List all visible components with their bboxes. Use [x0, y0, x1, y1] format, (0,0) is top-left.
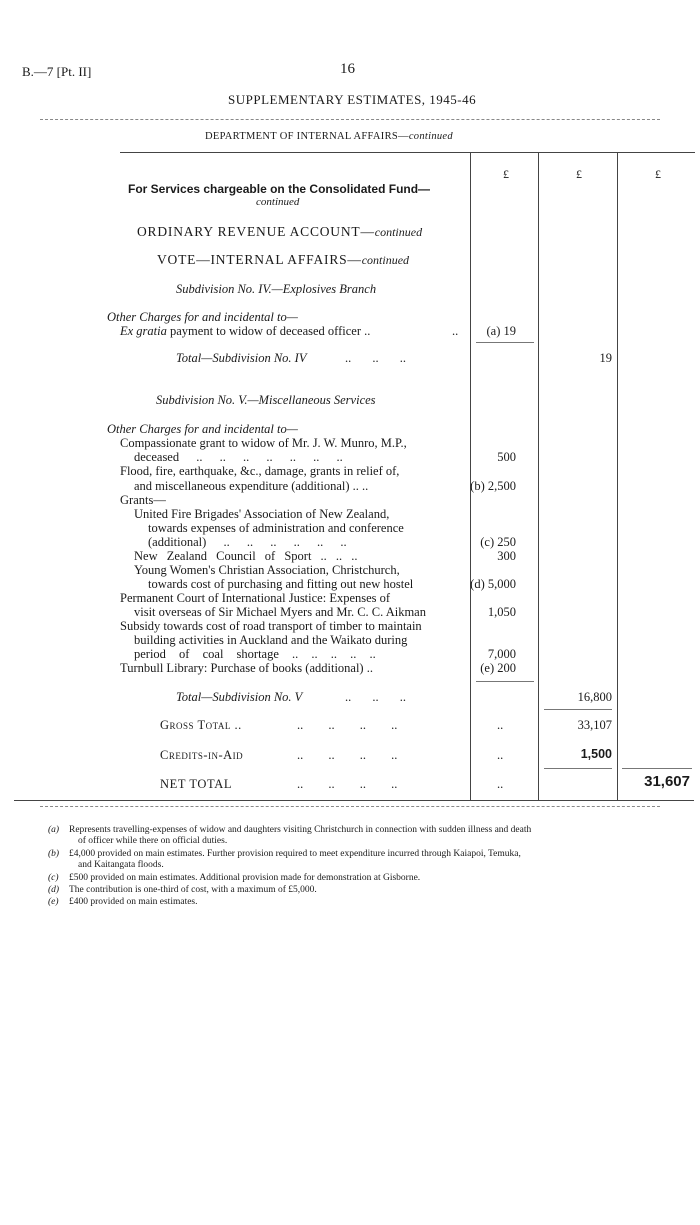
gross-total-rule: [544, 709, 612, 710]
column-header-pounds-2: £: [576, 167, 582, 181]
consolidated-fund-continued: continued: [256, 196, 300, 208]
amount-flood-fire: (b) 2,500: [470, 479, 516, 493]
subdivision-4-total-label: Total—Subdivision No. IV: [176, 351, 307, 365]
subdivision-4-item-amount: (a) 19: [486, 324, 516, 338]
consolidated-fund-heading: For Services chargeable on the Consolidated Fund—: [128, 182, 431, 196]
line-grants: Grants—: [120, 493, 166, 507]
net-total-dots: .. .. .. ..: [297, 777, 398, 791]
line-coal-shortage: period of coal shortage .. .. .. .. ..: [134, 647, 376, 661]
subdivision-5-subtotal-rule: [476, 681, 534, 682]
footnote-e-key: (e): [48, 897, 59, 907]
line-new-hostel: towards cost of purchasing and fitting out new hostel: [148, 577, 414, 591]
credits-in-aid-column-1: ..: [497, 748, 504, 762]
gross-total-label: Gross Total ..: [160, 718, 242, 732]
footnote-a-key: (a): [48, 825, 60, 835]
line-visit-overseas: visit overseas of Sir Michael Myers and Mr. C. C. Aikman: [134, 605, 426, 619]
footnote-a-continued: of officer while there on official duties.: [78, 836, 228, 846]
line-compassionate-grant: Compassionate grant to widow of Mr. J. W. Munro, M.P.,: [120, 436, 407, 450]
line-deceased: deceased .. .. .. .. .. .. ..: [134, 450, 343, 464]
footnote-divider: [40, 806, 660, 807]
net-total-column-1: ..: [497, 777, 504, 791]
account-heading: ORDINARY REVENUE ACCOUNT—continued: [137, 224, 423, 239]
subdivision-4-item-dots: ..: [452, 324, 459, 338]
footnote-a-text: Represents travelling-expenses of widow and daughters visiting Christchurch in connection with sudden illness and death: [69, 825, 532, 835]
gross-total-amount: 33,107: [577, 718, 612, 732]
subdivision-5-title: Subdivision No. V.—Miscellaneous Services: [156, 393, 376, 407]
footnote-b-text: £4,000 provided on main estimates. Further provision required to meet expenditure incurred through Kaiapoi, Temuka,: [69, 849, 521, 859]
page-title: SUPPLEMENTARY ESTIMATES, 1945-46: [228, 92, 477, 107]
column-rule-2: [538, 152, 539, 800]
subdivision-5-other-charges: Other Charges for and incidental to—: [107, 422, 298, 436]
table-bottom-rule: [14, 800, 694, 801]
line-building-activities: building activities in Auckland and the Waikato during: [134, 633, 408, 647]
line-ywca: Young Women's Christian Association, Christchurch,: [134, 563, 400, 577]
document-reference: B.—7 [Pt. II]: [22, 64, 92, 79]
credits-in-aid-label: Credits-in-Aid: [160, 748, 244, 762]
net-total-amount: 31,607: [644, 773, 690, 790]
line-flood-fire: Flood, fire, earthquake, &c., damage, grants in relief of,: [120, 464, 400, 478]
subdivision-5-total-dots: .. .. ..: [345, 690, 406, 704]
subdivision-5-total-label: Total—Subdivision No. V: [176, 690, 303, 704]
footnote-d-text: The contribution is one-third of cost, with a maximum of £5,000.: [69, 885, 317, 895]
line-turnbull-library: Turnbull Library: Purchase of books (additional) ..: [120, 661, 373, 675]
footnote-b-key: (b): [48, 849, 60, 859]
credits-in-aid-amount: 1,500: [580, 747, 612, 761]
footnote-b-continued: and Kaitangata floods.: [78, 860, 164, 870]
line-permanent-court: Permanent Court of International Justice: Expenses of: [120, 591, 391, 605]
department-heading: DEPARTMENT OF INTERNAL AFFAIRS—continued: [205, 131, 453, 142]
footnote-c-key: (c): [48, 873, 59, 883]
vote-heading: VOTE—INTERNAL AFFAIRS—continued: [157, 252, 410, 267]
subdivision-4-subtotal-rule: [476, 342, 534, 343]
amount-compassionate-grant: 500: [497, 450, 516, 464]
subdivision-5-total-amount: 16,800: [577, 690, 612, 704]
subdivision-4-title: Subdivision No. IV.—Explosives Branch: [176, 282, 377, 296]
line-administration-conference: towards expenses of administration and conference: [148, 521, 404, 535]
column-header-pounds-1: £: [503, 167, 509, 181]
footnote-e-text: £400 provided on main estimates.: [69, 897, 198, 907]
net-total-label: NET TOTAL: [160, 777, 233, 791]
amount-subsidy-timber: 7,000: [487, 647, 516, 661]
amount-permanent-court: 1,050: [487, 605, 516, 619]
subdivision-4-total-amount: 19: [599, 351, 612, 365]
amount-turnbull-library: (e) 200: [480, 661, 516, 675]
line-additional: (additional) .. .. .. .. .. ..: [148, 535, 347, 549]
line-council-of-sport: New Zealand Council of Sport .. .. ..: [134, 549, 358, 563]
footnote-d-key: (d): [48, 885, 60, 895]
amount-fire-brigades: (c) 250: [480, 535, 516, 549]
table-top-rule: [120, 152, 695, 153]
column-header-pounds-3: £: [655, 167, 661, 181]
amount-ywca: (d) 5,000: [470, 577, 516, 591]
gross-total-dots: .. .. .. ..: [297, 718, 398, 732]
page-number: 16: [340, 61, 355, 77]
subdivision-4-other-charges: Other Charges for and incidental to—: [107, 310, 298, 324]
column-rule-3: [617, 152, 618, 800]
line-subsidy-timber: Subsidy towards cost of road transport of timber to maintain: [120, 619, 422, 633]
gross-total-column-1: ..: [497, 718, 504, 732]
subdivision-4-item-ex-gratia: Ex gratia payment to widow of deceased officer ..: [120, 324, 371, 338]
net-total-rule-1: [544, 768, 612, 769]
line-fire-brigades: United Fire Brigades' Association of New Zealand,: [134, 507, 390, 521]
line-miscellaneous-expenditure: and miscellaneous expenditure (additional) .. ..: [134, 479, 369, 493]
amount-council-of-sport: 300: [497, 549, 516, 563]
subdivision-4-total-dots: .. .. ..: [345, 351, 406, 365]
credits-in-aid-dots: .. .. .. ..: [297, 748, 398, 762]
header-divider: [40, 119, 660, 120]
footnote-c-text: £500 provided on main estimates. Additional provision made for demonstration at Gisborne.: [69, 873, 421, 883]
column-rule-1: [470, 152, 471, 800]
net-total-rule-2: [622, 768, 692, 769]
